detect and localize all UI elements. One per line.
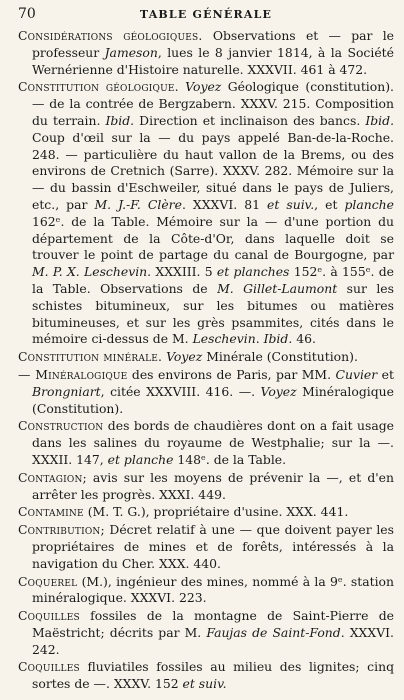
entry-text: fossiles de la montagne de Saint-Pierre de Maëstricht; décrits par M. [32,608,394,640]
entry-text: ; Décret relatif à une — que doivent payer les propriétaires de mines et de forêts, intéressés à la navigation du Cher. XXX. 440. [32,522,394,571]
entry-text: Direction et inclinaison des bancs. [134,112,366,128]
entry-text: 162ᵉ. de la Table. Mémoire sur la — d'une portion du département de la Côte-d'Or, dans laquelle doit se trouver le point de partage du canal de Bourgogne, par [32,213,394,263]
entry-headword: Contribution [18,522,101,538]
entry-text: Géologique (constitution). — de la contrée de Bergzabern. XXXV. 215. Composition du terrain. [32,79,394,128]
entry-text: des bords de chaudières dont on a fait usage dans les salines du royaume de Westphalie; sur la —. XXXII. 147, [32,418,394,467]
page-header [18,6,394,24]
entry-italic-text: et planche [107,451,174,467]
entry-italic-text: M. J.-F. Clère [94,196,182,212]
entry-italic-text: Ibid. [365,112,395,128]
entry-text: (M. T. G.), propriétaire d'usine. XXX. 441. [83,504,349,520]
entry-text: (M.), ingénieur des mines, nommé à la 9ᵉ. station minéralogique. XXXVI. 223. [32,573,394,606]
entry-text: , lues le 8 janvier 1814, à la Société Wernérienne d'Histoire naturelle. XXXVII. 461 à 472. [32,44,394,77]
entry-headword: Constitution géologique. [18,79,179,95]
entry-text: Minéralogique (Constitution). [32,383,394,416]
index-entry [18,574,394,608]
entry-italic-text: Voyez [260,383,297,399]
entry-italic-text: M. Gillet-Laumont [217,280,338,296]
entry-text: 152ᵉ. à 155ᵉ. de la Table. Observations de [32,264,394,296]
entry-text: . XXXVI. 81 [181,196,268,212]
entry-text: , et [314,196,345,212]
entry-headword: Coquilles [18,659,80,675]
entry-text: fluviatiles fossiles au milieu des lignites; cinq sortes de —. XXXV. 152 [32,659,394,692]
entry-text: ; avis sur les moyens de prévenir la —, et d'en arrêter les progrès. XXXI. 449. [32,469,394,502]
index-entry [18,79,394,348]
entry-italic-text: Ibid. [263,331,293,347]
entry-italic-text: M. P. X. Leschevin [32,264,148,280]
entry-text: Coup d'œil sur la — du pays appelé Ban-de-la-Roche. 248. — particulière du haut vallon de la Brems, ou des environs de Cretnich (Sarre). XXXV. 282. Mémoire sur la — du bassin d'Eschweiler, situé dans le pays de Juliers, etc., par [32,129,394,212]
entry-text: des environs de Paris, par MM. [127,366,336,382]
entry-italic-text: Ibid. [105,112,135,128]
entry-italic-text: Faujas de Saint-Fond [206,624,341,640]
index-entry [18,608,394,658]
entry-italic-text: et suiv. [267,196,315,212]
entry-text: . XXXIII. 5 [147,264,217,280]
entry-italic-text: planche [344,196,394,212]
entry-headword: Contagion [18,469,83,485]
entry-text: , citée XXXVIII. 416. —. [100,383,261,399]
entry-headword: Coquerel [18,573,78,589]
entry-italic-text: et suiv. [182,676,227,692]
entry-italic-text: Voyez [185,79,222,95]
index-entry [18,418,394,468]
index-entry [18,470,394,504]
entry-headword: Constitution minérale. [18,349,163,365]
index-entries [18,28,394,693]
index-entry [18,367,394,417]
entry-text: 46. [292,331,316,347]
entry-italic-text: Cuvier [335,366,378,382]
index-entry [18,522,394,572]
entry-headword: Construction [18,418,104,434]
entry-headword: — Minéralogique [18,366,128,382]
entry-text: Minérale (Constitution). [202,349,358,365]
entry-headword: Contamine [18,504,84,520]
page-number: 70 [18,6,36,22]
entry-text: et [377,366,394,382]
entry-italic-text: Voyez [166,349,203,365]
entry-italic-text: Jameson [104,44,158,60]
entry-text: . [255,331,264,347]
entry-italic-text: Leschevin [192,331,256,347]
index-entry [18,659,394,693]
index-entry [18,28,394,78]
entry-text: . XXXVI. 242. [32,624,394,657]
entry-headword: Coquilles [18,608,80,624]
index-entry [18,349,394,366]
entry-headword: Considérations géologiques. [18,28,203,43]
entry-text: sur les schistes bitumineux, sur les bitumes ou matières bitumineuses, et sur les grès psammites, cités dans le mémoire ci-dessus de M. [32,280,395,347]
index-entry [18,504,394,521]
entry-text: 148ᵉ. de la Table. [173,451,287,467]
entry-italic-text: et planches [216,264,290,280]
running-head: TABLE GÉNÉRALE [139,8,273,21]
entry-italic-text: Brongniart [32,383,101,399]
entry-text: Observations et — par le professeur [32,28,395,60]
